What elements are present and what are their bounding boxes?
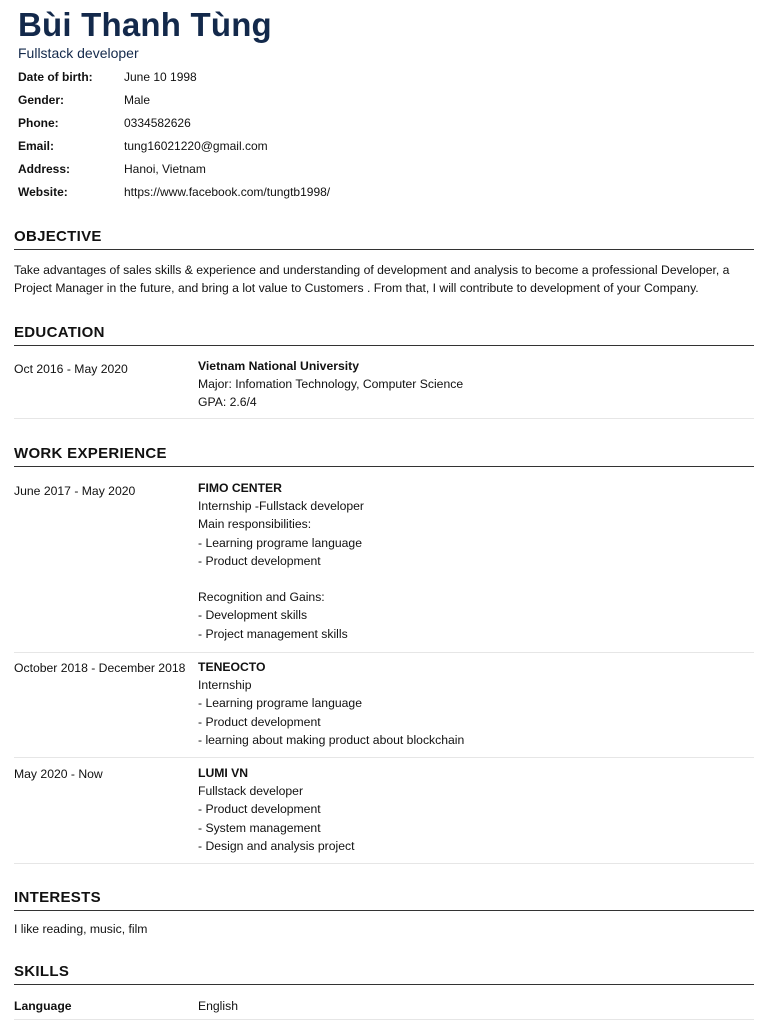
work-experience-heading: WORK EXPERIENCE — [14, 445, 754, 467]
info-value: Hanoi, Vietnam — [124, 161, 206, 176]
info-label: Phone: — [18, 115, 59, 130]
skill-value: English — [198, 999, 238, 1013]
info-row-gender — [18, 88, 330, 111]
info-label: Email: — [18, 138, 55, 153]
info-row-date-of-birth — [18, 65, 330, 88]
entry-line: - Design and analysis project — [198, 838, 355, 853]
education-entry — [14, 357, 754, 419]
entry-line: Internship -Fullstack developer — [198, 499, 364, 514]
info-value: June 10 1998 — [124, 69, 197, 84]
work-entry — [14, 658, 754, 758]
candidate-title: Fullstack developer — [18, 45, 139, 61]
info-row-phone — [18, 111, 330, 134]
entry-body — [198, 479, 364, 643]
info-value: https://www.facebook.com/tungtb1998/ — [124, 184, 331, 199]
info-row-email — [18, 134, 330, 157]
work-entry — [14, 764, 754, 864]
entry-line: - learning about making product about blockchain — [198, 732, 465, 747]
entry-body — [198, 764, 355, 855]
education-heading: EDUCATION — [14, 324, 754, 346]
info-value: Male — [124, 92, 151, 107]
entry-organization: FIMO CENTER — [198, 481, 282, 495]
skill-label: Language — [14, 999, 72, 1013]
info-row-address — [18, 157, 330, 180]
entry-line: - System management — [198, 820, 321, 835]
entry-line: - Development skills — [198, 608, 308, 623]
info-label: Address: — [18, 161, 71, 176]
entry-line: Main responsibilities: — [198, 517, 312, 532]
personal-info-table — [18, 65, 330, 203]
work-entry — [14, 479, 754, 653]
entry-organization: LUMI VN — [198, 766, 249, 780]
info-label: Date of birth: — [18, 69, 93, 84]
entry-body — [198, 357, 463, 412]
entry-line: Fullstack developer — [198, 784, 303, 799]
entry-line: - Learning programe language — [198, 535, 362, 550]
info-label: Gender: — [18, 92, 65, 107]
entry-date: October 2018 - December 2018 — [14, 661, 186, 675]
entry-body — [198, 658, 464, 749]
entry-line: - Learning programe language — [198, 696, 362, 711]
info-value: 0334582626 — [124, 115, 191, 130]
entry-organization: Vietnam National University — [198, 359, 359, 373]
objective-heading: OBJECTIVE — [14, 228, 754, 250]
entry-line: GPA: 2.6/4 — [198, 395, 257, 410]
entry-line: - Product development — [198, 553, 321, 568]
entry-date: Oct 2016 - May 2020 — [14, 362, 128, 376]
entry-line: Internship — [198, 678, 252, 693]
entry-line — [198, 570, 364, 588]
candidate-name: Bùi Thanh Tùng — [18, 6, 272, 43]
objective-text: Take advantages of sales skills & experience and understanding of development and analysis to become a professional Developer, a Project Manager in the future, and bring a lot value to Customers . From that, I will contribute to development of your Company. — [14, 263, 730, 295]
entry-organization: TENEOCTO — [198, 660, 266, 674]
entry-date: June 2017 - May 2020 — [14, 484, 136, 498]
entry-date: May 2020 - Now — [14, 767, 103, 781]
interests-heading: INTERESTS — [14, 889, 754, 911]
interests-text: I like reading, music, film — [14, 922, 148, 936]
info-row-website — [18, 180, 330, 203]
info-value: tung16021220@gmail.com — [124, 138, 268, 153]
entry-line: Recognition and Gains: — [198, 590, 325, 605]
skill-row — [14, 996, 754, 1020]
entry-line: - Project management skills — [198, 626, 348, 641]
skills-heading: SKILLS — [14, 963, 754, 985]
info-label: Website: — [18, 184, 68, 199]
entry-line: - Product development — [198, 802, 321, 817]
entry-line: - Product development — [198, 714, 321, 729]
entry-line: Major: Infomation Technology, Computer Science — [198, 377, 464, 392]
